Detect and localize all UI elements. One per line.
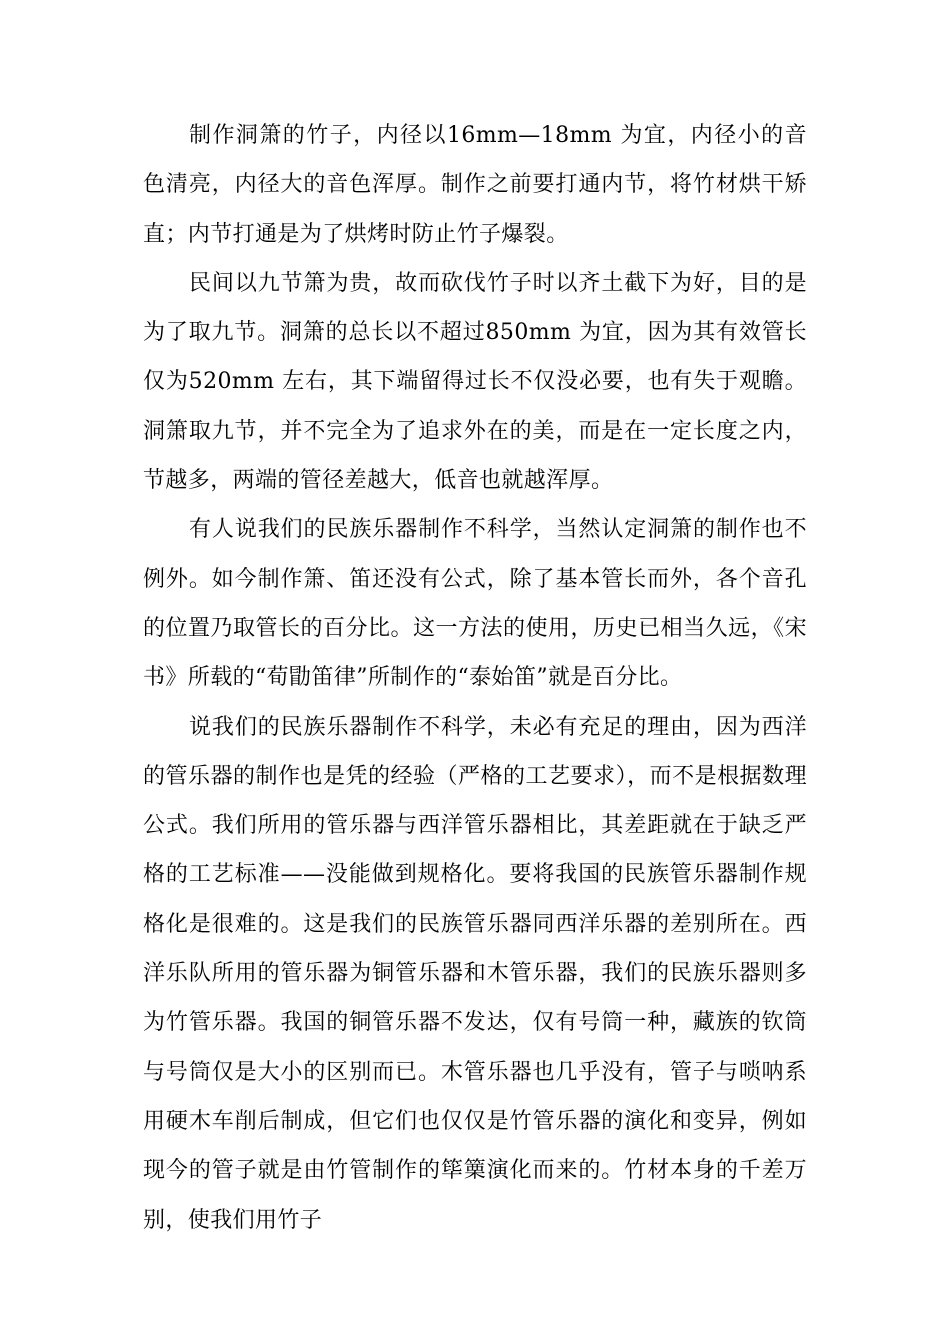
paragraph-2: 民间以九节箫为贵，故而砍伐竹子时以齐土截下为好，目的是为了取九节。洞箫的总长以不超过850mm 为宜，因为其有效管长仅为520mm 左右，其下端留得过长不仅没必要，也有失于观瞻。洞箫取九节，并不完全为了追求外在的美，而是在一定长度之内，节越多，两端的管径差越大，低音也就越浑厚。 bbox=[143, 270, 807, 494]
paragraph-3: 有人说我们的民族乐器制作不科学，当然认定洞箫的制作也不例外。如今制作箫、笛还没有公式，除了基本管长而外，各个音孔的位置乃取管长的百分比。这一方法的使用，历史已相当久远，《宋书》所载的“荀勖笛律”所制作的“泰始笛”就是百分比。 bbox=[143, 517, 807, 691]
document-page bbox=[143, 111, 807, 1245]
paragraph-4: 说我们的民族乐器制作不科学，未必有充足的理由，因为西洋的管乐器的制作也是凭的经验（严格的工艺要求），而不是根据数理公式。我们所用的管乐器与西洋管乐器相比，其差距就在于缺乏严格的工艺标准——没能做到规格化。要将我国的民族管乐器制作规格化是很难的。这是我们的民族管乐器同西洋乐器的差别所在。西洋乐队所用的管乐器为铜管乐器和木管乐器，我们的民族乐器则多为竹管乐器。我国的铜管乐器不发达，仅有号筒一种，藏族的钦筒与号筒仅是大小的区别而已。木管乐器也几乎没有，管子与唢呐系用硬木车削后制成，但它们也仅仅是竹管乐器的演化和变异，例如现今的管子就是由竹管制作的筚篥演化而来的。竹材本身的千差万别，使我们用竹子 bbox=[143, 714, 807, 1233]
paragraph-1: 制作洞箫的竹子，内径以16mm—18mm 为宜，内径小的音色清亮，内径大的音色浑厚。制作之前要打通内节，将竹材烘干矫直；内节打通是为了烘烤时防止竹子爆裂。 bbox=[143, 123, 807, 247]
